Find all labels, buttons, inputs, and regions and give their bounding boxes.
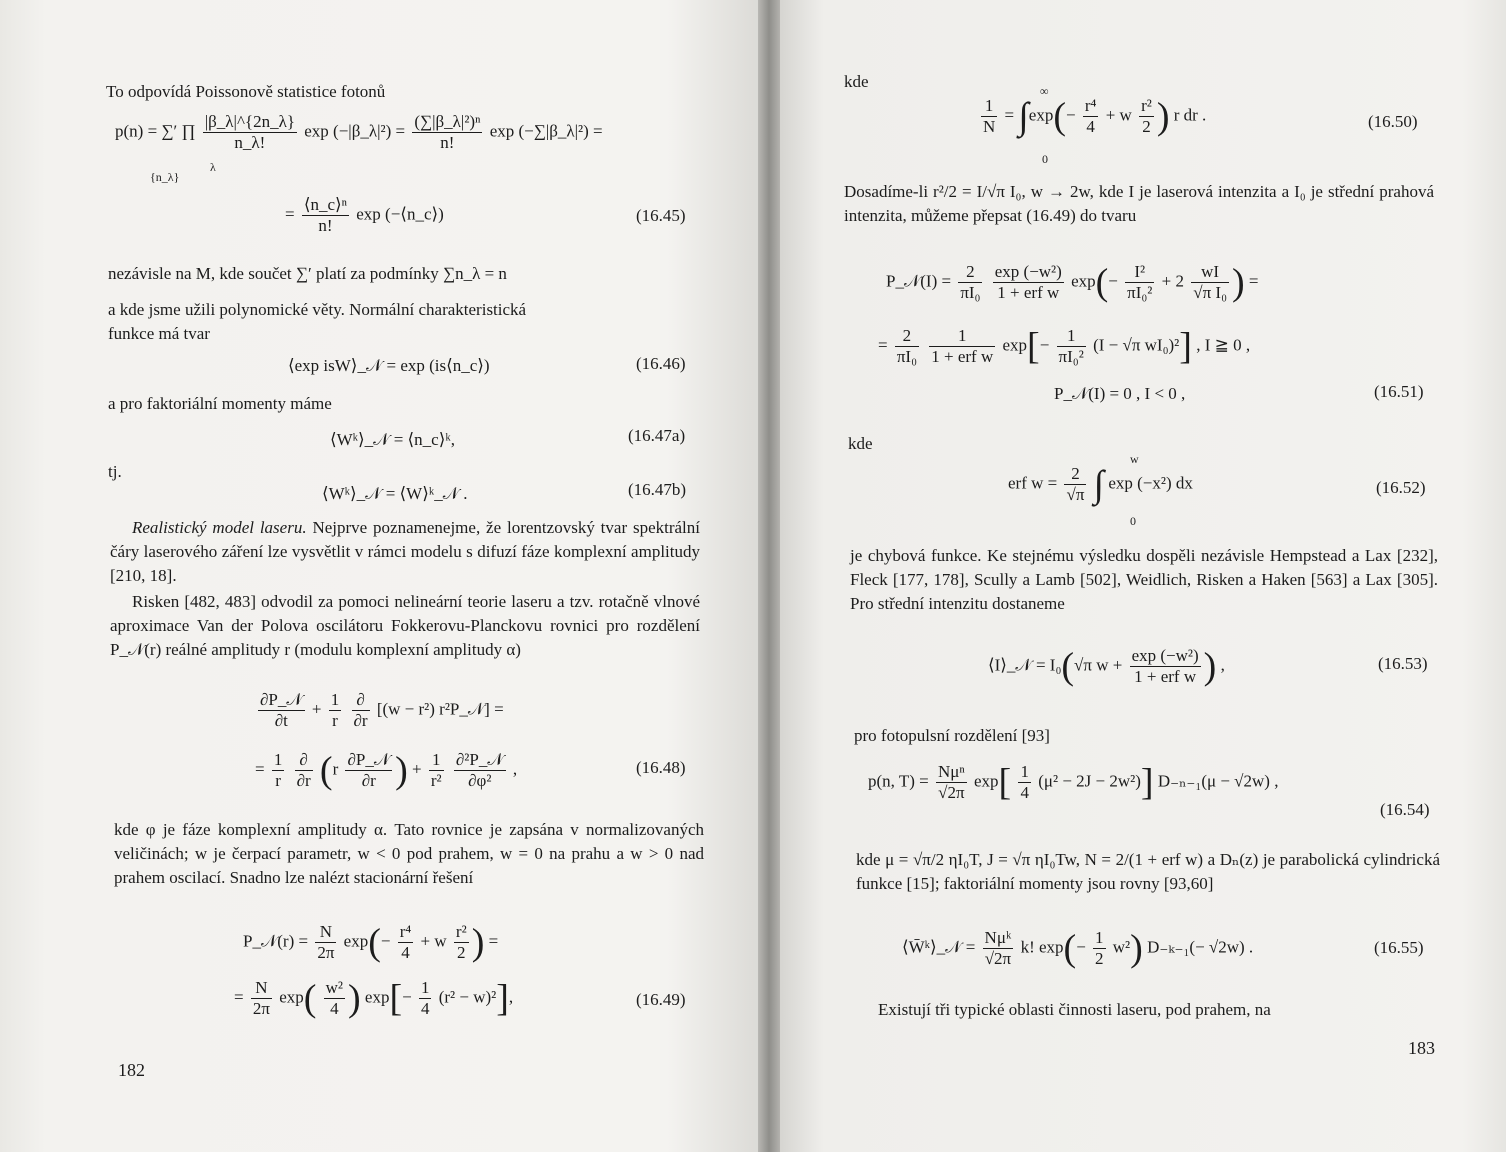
eq-number-16-50: (16.50) [1368,112,1418,131]
par-nezavisle-2: a kde jsme užili polynomické věty. Normální charakteristická [108,300,527,319]
eq-number-16-47b: (16.47b) [628,480,687,499]
eq-pn-sub-prod: λ [210,160,216,174]
par-dosadime: Dosadíme-li r²/2 = I/√π I₀, w → 2w, kde I je laserová intenzita a I₀ je střední prahová intenzita, můžeme přepsat (16.49) do tvaru [844,182,1434,225]
equation-16-49-line2: = $\frac{N}{2\pi}$ exp( $\frac{\text{w²}}{4}$ ) exp[− $\frac{1}{4}$ (r² − w)²], [234,977,514,1020]
eq-number-16-46: (16.46) [636,354,686,373]
equation-16-53: ⟨I⟩_𝒩 = I₀(√π w + $\frac{\text{exp (−w²)}}{\text{1 + erf w}}$ ) , [988,645,1225,688]
equation-16-48-line1: $\frac{\text{∂P\_𝒩}}{\partial t}$ + $\frac{1}{r}$ $\frac{\partial}{\partial r}$ [(w − r²) r²P_𝒩] = [260,690,504,730]
par-kde-phi: kde φ je fáze komplexní amplitudy α. Tato rovnice je zapsána v normalizovaných veličinách; w je čerpací parametr, w < 0 pod prahem, w = 0 na prahu a w > 0 nad prahem oscilací. Snadno lze nalézt stacionární řešení [114,820,704,887]
par-fotopulsni: pro fotopulsní rozdělení [93] [854,726,1050,745]
par-nezavisle-1: nezávisle na M, kde součet ∑′ platí za podmínky ∑n_λ = n [108,264,507,283]
eq-pn-exp2: exp (−∑|β_λ|²) = [489,121,603,141]
eq-pn-frac1: $\frac{|\beta\_\lambda|\^{}\{2n\_\lambda\}}{n\_\lambda!}$ [204,112,295,152]
eq-number-16-51: (16.51) [1374,382,1424,401]
equation-16-52: erf w = $\frac{2}{√\pi}$ ∫ exp (−x²) dx [1008,463,1193,506]
eq-number-16-47a: (16.47a) [628,426,686,445]
par-realisticky-title: Realistický model laseru. [132,518,307,537]
equation-16-54: p(n, T) = $\frac{\text{Nμⁿ}}{√2\pi}$ exp[ $\frac{1}{4}$ (μ² − 2J − 2w²)] D₋ₙ₋₁(μ − √2w) , [868,761,1279,804]
eq-pn-sub-sum: {n_λ} [150,170,180,184]
eq-number-16-53: (16.53) [1378,654,1428,673]
equation-16-47a: ⟨Wᵏ⟩_𝒩 = ⟨n_c⟩ᵏ, [330,430,455,449]
page-number-left: 182 [118,1060,145,1080]
par-realisticky [110,516,700,588]
eq-pn-frac2: $\frac{\text{(∑|β\_λ|²)ⁿ}}{n!}$ [414,112,481,152]
eq-number-16-48: (16.48) [636,758,686,777]
equation-16-49-line1: P_𝒩(r) = $\frac{N}{2\pi}$ exp(− $\frac{\text{r⁴}}{4}$ + w $\frac{\text{r²}}{2}$ ) = [243,921,499,964]
text-kde-1: kde [844,72,869,91]
eq-number-16-49: (16.49) [636,990,686,1009]
intro-line: To odpovídá Poissonově statistice fotonů [106,82,386,101]
eq52-int-upper: w [1130,452,1139,466]
equation-pn [115,112,603,153]
eq-number-16-45: (16.45) [636,206,686,225]
eq-number-16-55: (16.55) [1374,938,1424,957]
equation-16-48-line2: = $\frac{1}{r}$ $\frac{\partial}{\partial r}$ (r $\frac{\text{∂P\_𝒩}}{\partial r}$ ) + $\frac{1}{\text{r²}}$ $\frac{\text{∂²P\_𝒩}}{\text{∂φ²}}$ , [255,749,518,792]
text-tj: tj. [108,462,122,481]
eq-pn-lhs: p(n) = ∑′ ∏ [115,121,196,141]
par-risken: Risken [482, 483] odvodil za pomoci nelineární teorie laseru a tzv. rotačně vlnové aproximace Van der Polova oscilátoru Fokkerovu-Planckovu rovnici pro rozdělení P_𝒩(r) reálné amplitudy r (modulu komplexní amplitudy α) [110,592,700,659]
equation-16-45: = $\frac{\text{⟨n\_c⟩ⁿ}}{n!}$ exp (−⟨n_c⟩) [285,195,444,235]
eq50-int-lower: 0 [1042,152,1048,166]
text-kde-2: kde [848,434,873,453]
par-kde-mu: kde μ = √π/2 ηI₀T, J = √π ηI₀Tw, N = 2/(1 + erf w) a Dₙ(z) je parabolická cylindrická funkce [15]; faktoriální momenty jsou rovny [93,60] [856,850,1440,893]
equation-16-51-line1: P_𝒩(I) = $\frac{2}{\text{πI₀}}$ $\frac{\text{exp (−w²)}}{\text{1 + erf w}}$ exp(− $\frac{\text{I²}}{\text{πI₀²}}$ + 2 $\frac{wI}{\text{√π I₀}}$ ) = [886,261,1259,304]
par-chybova: je chybová funkce. Ke stejnému výsledku dospěli nezávisle Hempstead a Lax [232], Fleck [177, 178], Scully a Lamb [502], Weidlich, Risken a Haken [563] a Lax [305]. Pro střední intenzitu dostaneme [850,546,1438,613]
par-realisticky-body: Nejprve poznamenejme, že lorentzovský tvar spektrální čáry laserového záření lze vysvětlit v rámci modelu s difuzí fáze komplexní amplitudy [210, 18]. [110,518,700,585]
equation-16-51-line2: = $\frac{2}{\text{πI₀}}$ $\frac{1}{\text{1 + erf w}}$ exp[− $\frac{1}{\text{πI₀²}}$ (I − √π wI₀)²] , I ≧ 0 , [878,325,1251,368]
par-nezavisle-3: funkce má tvar [108,324,210,343]
par-faktorialni: a pro faktoriální momenty máme [108,394,332,413]
eq50-int-upper: ∞ [1040,84,1049,98]
eq52-int-lower: 0 [1130,514,1136,528]
right-page [780,0,1506,1152]
par-existuji: Existují tři typické oblasti činnosti laseru, pod prahem, na [878,1000,1271,1019]
equation-16-55: ⟨W̄ᵏ⟩_𝒩 = $\frac{\text{Nμᵏ}}{√2\pi}$ k! exp(− $\frac{1}{2}$ w²) D₋ₖ₋₁(− √2w) . [902,927,1254,970]
equation-16-51-line3: P_𝒩(I) = 0 , I < 0 , [1054,384,1186,403]
page-number-right: 183 [1408,1038,1435,1058]
equation-16-50: $\frac{1}{N}$ = ∫exp(− $\frac{\text{r⁴}}{4}$ + w $\frac{\text{r²}}{2}$ ) r dr . [983,95,1207,138]
equation-16-46: ⟨exp isW⟩_𝒩 = exp (is⟨n_c⟩) [288,356,490,375]
eq-pn-exp1: exp (−|β_λ|²) = [304,121,406,141]
equation-16-47b: ⟨Wᵏ⟩_𝒩 = ⟨W⟩ᵏ_𝒩 . [322,484,468,503]
eq-number-16-54: (16.54) [1380,800,1430,819]
eq-number-16-52: (16.52) [1376,478,1426,497]
book-gutter [758,0,780,1152]
